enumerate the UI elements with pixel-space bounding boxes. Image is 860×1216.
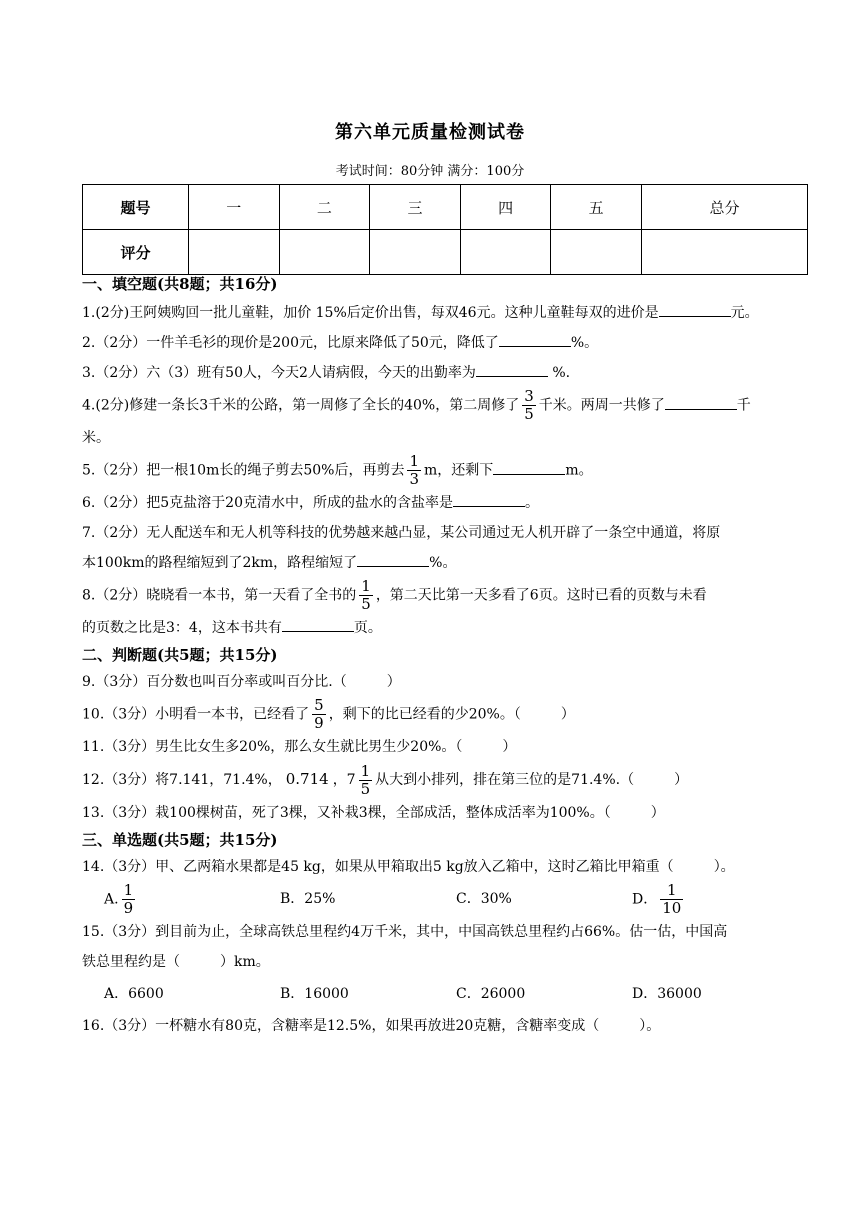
fraction: $\frac{1}{3}$ [409, 452, 420, 488]
answer-blank[interactable] [665, 395, 737, 410]
option-a[interactable]: A．6600 [104, 985, 164, 1002]
answer-blank[interactable] [453, 492, 525, 507]
fraction: $\frac{1}{5}$ [361, 577, 371, 613]
page-title: 第六单元质量检测试卷 [335, 122, 525, 143]
option-a[interactable]: A. $\frac{1}{9}$ [104, 880, 134, 917]
answer-blank[interactable] [357, 552, 429, 567]
question-13: 13.（3分）栽100棵树苗，死了3棵，又补栽3棵，全部成活，整体成活率为100%。（ ） [82, 804, 665, 821]
score-row-label: 评分 [83, 230, 189, 275]
question-5: 5.（2分）把一根10m长的绳子剪去50%后，再剪去 $\frac{1}{3}$ m，还剩下 m。 [82, 452, 593, 488]
answer-blank[interactable] [476, 362, 548, 377]
fraction: $\frac{1}{5}$ [360, 761, 371, 798]
fraction: $\frac{1}{10}$ [662, 880, 682, 917]
score-cell-3[interactable] [370, 230, 461, 275]
repeating-decimal: 0.714 [285, 770, 329, 788]
question-14: 14.（3分）甲、乙两箱水果都是45 kg，如果从甲箱取出5 kg放入乙箱中，这时乙箱比甲箱重（ ）。 [82, 858, 735, 875]
question-14-options [82, 882, 812, 917]
question-6: 6.（2分）把5克盐溶于20克清水中，所成的盐水的含盐率是 。 [82, 488, 812, 518]
header-cell-3: 三 [370, 185, 461, 230]
question-8: 8.（2分）晓晓看一本书，第一天看了全书的 $\frac{1}{5}$ ，第二天比第一天多看了6页。这时已看的页数与未看 [82, 577, 707, 613]
question-9: 9.（3分）百分数也叫百分率或叫百分比.（ ） [82, 674, 401, 690]
score-cell-5[interactable] [551, 230, 642, 275]
question-10: 10.（3分）小明看一本书，已经看了 $\frac{5}{9}$ ，剩下的比已经看的少20%。（ ） [82, 696, 575, 732]
score-cell-total[interactable] [641, 230, 807, 275]
question-8-continued: 的页数之比是3：4，这本书共有 页。 [82, 613, 812, 643]
header-cell-2: 二 [279, 185, 370, 230]
question-12: 12.（3分）将7.141，71.4%， 0.714 ，7 $\frac{1}{5}$ 从大到小排列，排在第三位的是71.4%.（ ） [82, 761, 689, 798]
score-cell-4[interactable] [460, 230, 551, 275]
option-b[interactable]: B．25% [280, 890, 336, 907]
question-15: 15.（3分）到目前为止，全球高铁总里程约4万千米，其中，中国高铁总里程约占66%。估一估，中国高 [82, 923, 728, 940]
question-7-continued: 本100km的路程缩短到了2km，路程缩短了 %。 [82, 548, 812, 578]
option-d[interactable]: D．36000 [632, 985, 702, 1002]
score-table-score-row [83, 230, 808, 275]
question-16: 16.（3分）一杯糖水有80克，含糖率是12.5%，如果再放进20克糖，含糖率变成（ ）。 [82, 1017, 661, 1034]
question-1: 1.(2分)王阿姨购回一批儿童鞋，加价 15%后定价出售，每双46元。这种儿童鞋每双的进价是 元。 [82, 298, 812, 328]
answer-blank[interactable] [282, 617, 354, 632]
option-d[interactable]: D． $\frac{1}{10}$ [632, 880, 682, 917]
option-c[interactable]: C．30% [456, 890, 512, 907]
header-cell-total: 总分 [641, 185, 807, 230]
question-2: 2.（2分）一件羊毛衫的现价是200元，比原来降低了50元，降低了 %。 [82, 328, 812, 358]
answer-blank[interactable] [493, 460, 565, 475]
fraction: $\frac{3}{5}$ [524, 387, 534, 423]
question-3: 3.（2分）六（3）班有50人，今天2人请病假，今天的出勤率为 %. [82, 358, 812, 388]
header-cell-1: 一 [189, 185, 280, 230]
answer-blank[interactable] [499, 332, 571, 347]
question-4: 4.(2分)修建一条长3千米的公路，第一周修了全长的40%，第二周修了 $\frac{3}{5}$ 千米。两周一共修了 千 [82, 387, 751, 423]
exam-content [82, 272, 812, 1041]
score-table-header-row [83, 185, 808, 230]
question-15-options [82, 977, 812, 1011]
option-b[interactable]: B．16000 [280, 985, 349, 1002]
score-table [82, 184, 808, 275]
score-cell-1[interactable] [189, 230, 280, 275]
header-cell-4: 四 [460, 185, 551, 230]
question-15-continued: 铁总里程约是（ ）km。 [82, 953, 270, 970]
option-c[interactable]: C．26000 [456, 985, 526, 1002]
section-heading-fill-blank: 一、填空题(共8题；共16分) [82, 275, 278, 293]
score-cell-2[interactable] [279, 230, 370, 275]
section-heading-single-choice: 三、单选题(共5题；共15分) [82, 830, 278, 849]
question-11: 11.（3分）男生比女生多20%，那么女生就比男生少20%。（ ） [82, 739, 517, 755]
question-7: 7.（2分）无人配送车和无人机等科技的优势越来越凸显，某公司通过无人机开辟了一条空中通道，将原 [82, 525, 721, 541]
question-4-continued: 米。 [82, 430, 110, 446]
fraction: $\frac{5}{9}$ [314, 696, 324, 732]
header-cell-number: 题号 [83, 185, 189, 230]
fraction: $\frac{1}{9}$ [123, 880, 134, 917]
header-cell-5: 五 [551, 185, 642, 230]
exam-info: 考试时间：80分钟 满分：100分 [335, 164, 525, 179]
answer-blank[interactable] [659, 302, 731, 317]
section-heading-true-false: 二、判断题(共5题；共15分) [82, 646, 278, 664]
